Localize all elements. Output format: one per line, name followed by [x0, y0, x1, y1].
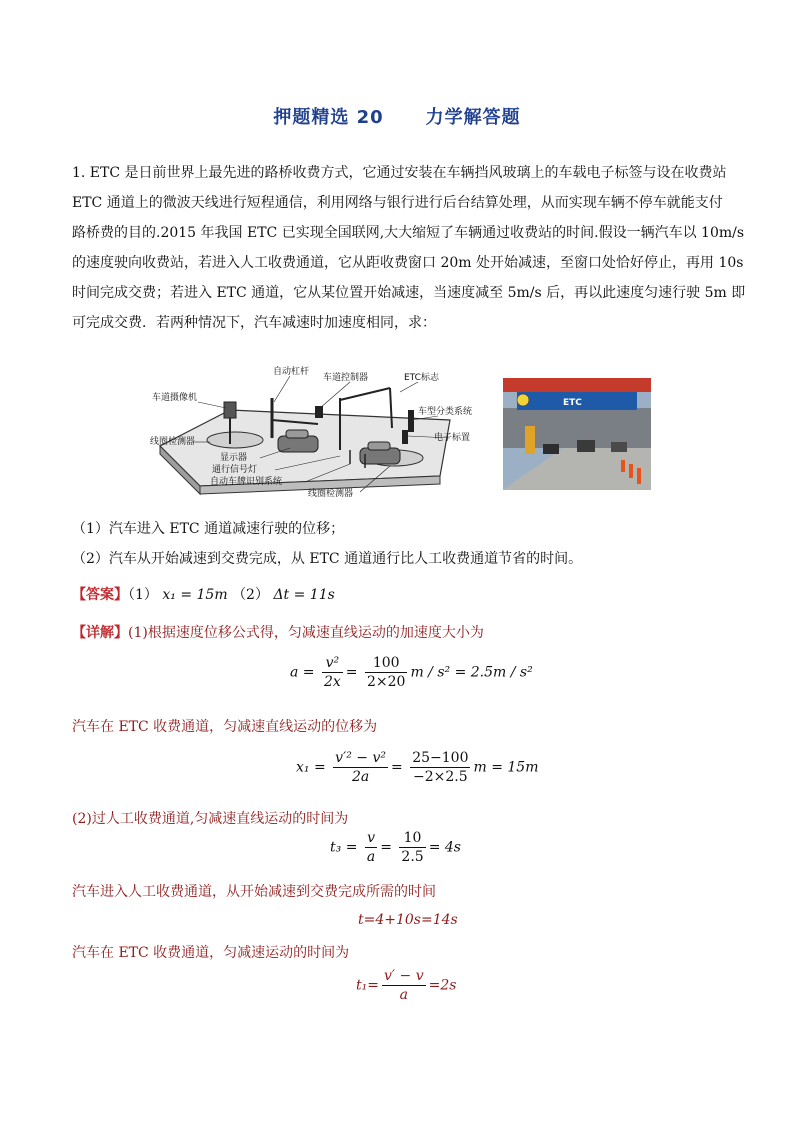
label-etag: 电子标置 [434, 433, 471, 443]
label-gate: 自动杠杆 [273, 367, 310, 377]
detail-statement-4: 汽车进入人工收费通道，从开始减速到交费完成所需的时间 [72, 884, 436, 900]
label-display: 显示器 [220, 453, 248, 463]
label-etc-sign: ETC标志 [404, 373, 439, 383]
label-controller: 车道控制器 [323, 373, 369, 383]
question-1: （1）汽车进入 ETC 通道减速行驶的位移； [72, 521, 345, 537]
answer-line [72, 584, 335, 604]
etc-figure [140, 358, 655, 503]
answer-value-1: x₁ = 15m [162, 587, 228, 603]
answer-value-2: Δt = 11s [273, 587, 335, 603]
problem-line: 时间完成交费；若进入 ETC 通道，它从某位置开始减速，当速度减至 5m/s 后，再以此速度匀速行驶 5m 即 [72, 285, 746, 301]
problem-line: 1. ETC 是日前世界上最先进的路桥收费方式，它通过安装在车辆挡风玻璃上的车载电子标签与设在收费站 [72, 165, 727, 181]
equation-time-etc: t₁= $\frac{v' - v}{a}$ =2s [356, 968, 457, 1003]
photo-etc-sign: ETC [563, 398, 582, 408]
detail-statement-5: 汽车在 ETC 收费通道，匀减速运动的时间为 [72, 945, 350, 961]
equation-displacement: x₁ = $\frac{\text{v′² − v²}}{2a}$ = $\frac{25-100}{-2\times 2.5}$ m = 15m [296, 750, 539, 785]
detail-intro: (1)根据速度位移公式得，匀减速直线运动的加速度大小为 [128, 625, 484, 641]
label-plate: 自动车牌识别系统 [210, 477, 283, 487]
answer-tag: 【答案】 [72, 587, 128, 603]
etc-photo [503, 378, 651, 490]
page-title [0, 103, 794, 129]
detail-statement-2: 汽车在 ETC 收费通道，匀减速直线运动的位移为 [72, 719, 378, 735]
detail-tag: 【详解】 [72, 625, 128, 641]
problem-line: 路桥费的目的.2015 年我国 ETC 已实现全国联网,大大缩短了车辆通过收费站的时间.假设一辆汽车以 10m/s [72, 225, 745, 241]
detail-intro-line [72, 622, 484, 642]
problem-line: ETC 通道上的微波天线进行短程通信，利用网络与银行进行后台结算处理，从而实现车辆不停车就能支付 [72, 195, 723, 211]
label-loop-2: 线圈检测器 [308, 489, 354, 499]
answer-part-1: （1） [128, 587, 158, 603]
equation-total-time: t=4+10s=14s [358, 912, 458, 928]
label-signal: 通行信号灯 [212, 465, 258, 475]
label-classifier: 车型分类系统 [418, 407, 473, 417]
question-2: （2）汽车从开始减速到交费完成，从 ETC 通道通行比人工收费通道节省的时间。 [72, 551, 583, 567]
problem-line: 可完成交费．若两种情况下，汽车减速时加速度相同，求： [72, 315, 436, 331]
label-camera: 车道摄像机 [152, 393, 198, 403]
title-right: 力学解答题 [425, 107, 521, 128]
equation-acceleration: a = $\frac{\text{v²}}{2x}$ = $\frac{100}{2\times 20}$ m / s² = 2.5m / s² [290, 655, 533, 690]
problem-statement [72, 158, 746, 338]
label-loop-1: 线圈检测器 [150, 437, 196, 447]
answer-part-2: （2） [232, 587, 269, 603]
title-left: 押题精选 20 [273, 107, 384, 128]
detail-statement-3: (2)过人工收费通道,匀减速直线运动的时间为 [72, 811, 349, 827]
problem-line: 的速度驶向收费站，若进入人工收费通道，它从距收费窗口 20m 处开始减速，至窗口处恰好停止，再用 10s [72, 255, 744, 271]
equation-time-manual: t₃ = $\frac{v}{a}$ = $\frac{10}{2.5}$ = 4s [330, 830, 461, 865]
